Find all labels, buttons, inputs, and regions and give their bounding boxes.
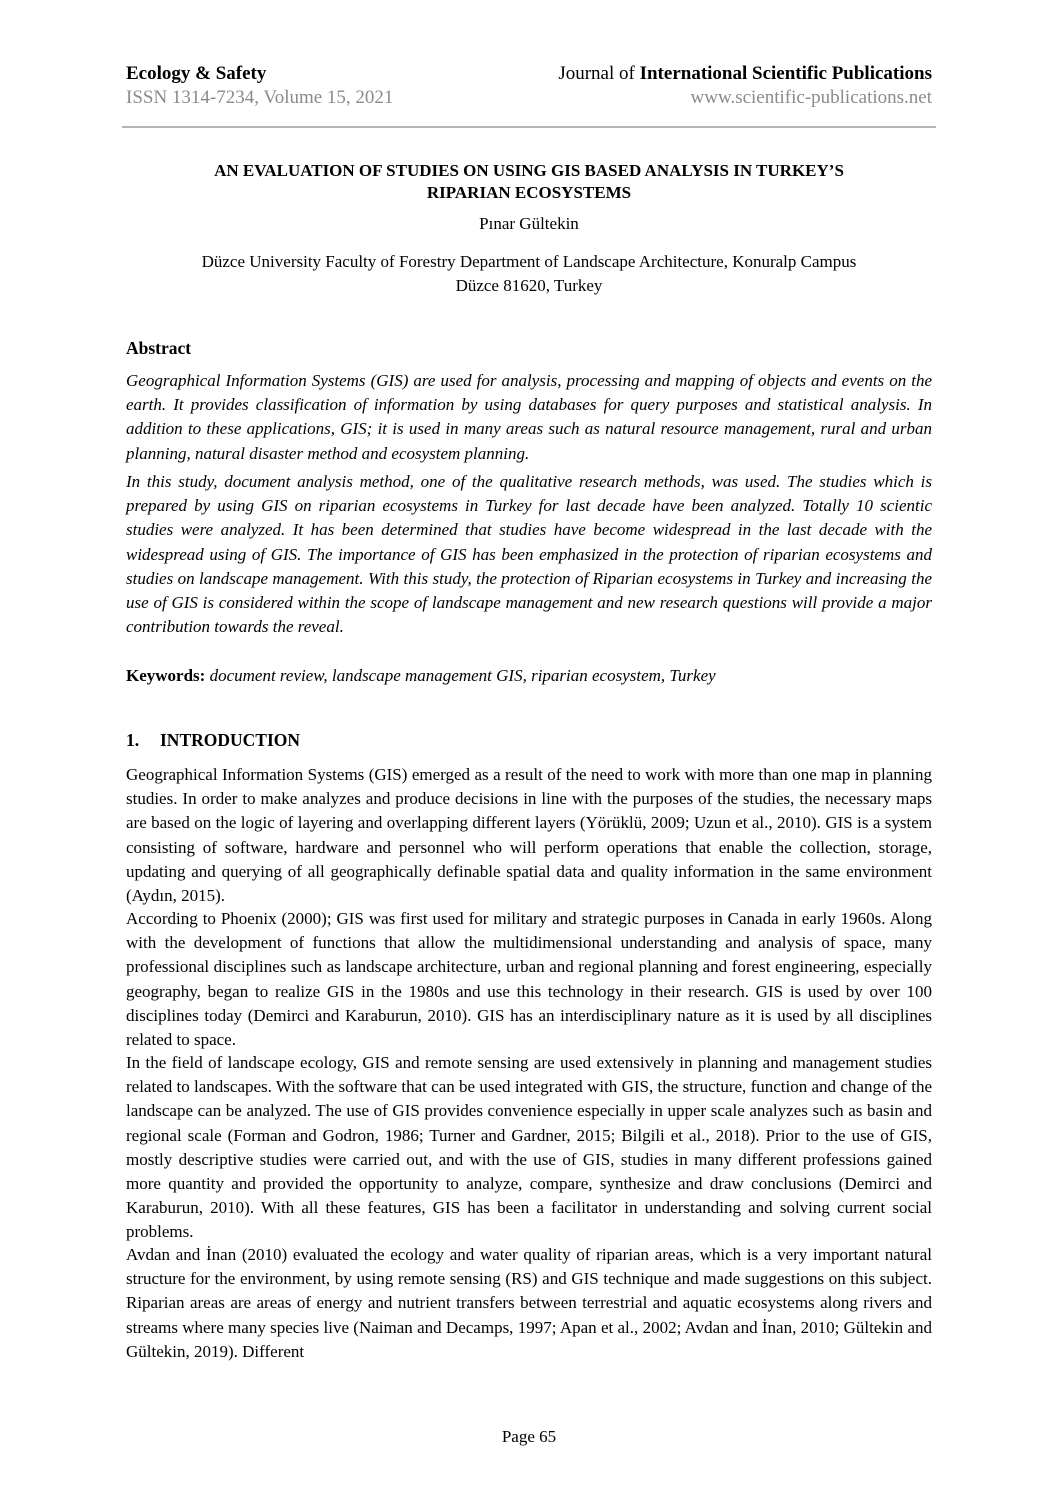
publisher-name — [558, 62, 932, 86]
intro-paragraph-4: Avdan and İnan (2010) evaluated the ecology and water quality of riparian areas, which is a very important natural structure for the environment, by using remote sensing (RS) and GIS technique and made suggestions on this subject. Riparian areas are areas of energy and nutrient transfers between terrestrial and aquatic ecosystems along rivers and streams where many species live (Naiman and Decamps, 1997; Apan et al., 2002; Avdan and İnan, 2010; Gültekin and Gültekin, 2019). Different — [126, 1245, 932, 1361]
intro-paragraph-1: Geographical Information Systems (GIS) emerged as a result of the need to work with more than one map in planning studies. In order to make analyzes and produce decisions in line with the purposes of the studies, the necessary maps are based on the logic of layering and overlapping different layers (Yörüklü, 2009; Uzun et al., 2010). GIS is a system consisting of software, hardware and personnel who will perform operations that enable the collection, storage, updating and querying of all geographically definable spatial data and quality information in the same environment (Aydın, 2015). — [126, 765, 932, 906]
publisher-bold: International Scientific Publications — [639, 63, 932, 84]
affiliation-line-1: Düzce University Faculty of Forestry Department of Landscape Architecture, Konuralp Campus — [201, 252, 857, 271]
title-line-2: RIPARIAN ECOSYSTEMS — [426, 183, 632, 202]
journal-name: Ecology & Safety — [126, 63, 267, 84]
publisher-prefix: Journal of — [558, 63, 640, 84]
header-left — [126, 62, 393, 110]
keywords — [126, 664, 932, 688]
title-line-1: AN EVALUATION OF STUDIES ON USING GIS BASED ANALYSIS IN TURKEY’S — [214, 161, 844, 180]
header-divider — [122, 126, 936, 128]
author-name: Pınar Gültekin — [479, 214, 579, 233]
abstract-paragraph-2: In this study, document analysis method, one of the qualitative research methods, was used. The studies which is prepared by using GIS on riparian ecosystems in Turkey for last decade have been analyzed. Totally 10 scientic studies were analyzed. It has been determined that studies have become widespread in the last decade with the widespread using of GIS. The importance of GIS has been emphasized in the protection of riparian ecosystems and studies on landscape management. With this study, the protection of Riparian ecosystems in Turkey and increasing the use of GIS is considered within the scope of landscape management and new research questions will provide a major contribution towards the reveal. — [126, 472, 932, 637]
abstract-paragraph-1: Geographical Information Systems (GIS) are used for analysis, processing and mapping of objects and events on the earth. It provides classification of information by using databases for query purposes and statistical analysis. In addition to these applications, GIS; it is used in many areas such as natural resource management, rural and urban planning, natural disaster method and ecosystem planning. — [126, 371, 932, 463]
section-title: INTRODUCTION — [160, 730, 301, 750]
section-heading-introduction — [126, 730, 300, 751]
keywords-list: document review, landscape management GIS, riparian ecosystem, Turkey — [205, 666, 716, 685]
running-header — [126, 62, 932, 114]
intro-paragraph-3: In the field of landscape ecology, GIS and remote sensing are used extensively in planning and management studies related to landscapes. With the software that can be used integrated with GIS, the structure, function and change of the landscape can be analyzed. The use of GIS provides convenience especially in upper scale analyzes such as basin and regional scale (Forman and Godron, 1986; Turner and Gardner, 2015; Bilgili et al., 2018). Prior to the use of GIS, mostly descriptive studies were carried out, and with the use of GIS, studies in many different professions gained more quantity and provided the opportunity to analyze, compare, synthesize and draw conclusions (Demirci and Karaburun, 2010). With all these features, GIS has been a facilitator in understanding and solving current social problems. — [126, 1053, 932, 1242]
keywords-label: Keywords: — [126, 666, 206, 685]
affiliation-line-2: Düzce 81620, Turkey — [455, 276, 603, 295]
publisher-url[interactable]: www.scientific-publications.net — [690, 87, 932, 108]
page-number: Page 65 — [501, 1427, 557, 1446]
intro-paragraph-2: According to Phoenix (2000); GIS was first used for military and strategic purposes in Canada in early 1960s. Along with the development of functions that allow the multidimensional understanding and analysis of space, many professional disciplines such as landscape architecture, urban and regional planning and forest engineering, especially geography, began to realize GIS in the 1980s and use this technology in their research. GIS is used by over 100 disciplines today (Demirci and Karaburun, 2010). GIS has an interdisciplinary nature as it is used by all disciplines related to space. — [126, 909, 932, 1050]
header-right — [558, 62, 932, 110]
section-number: 1. — [126, 730, 140, 750]
article-title — [126, 160, 932, 204]
abstract-heading: Abstract — [126, 338, 192, 358]
issn-volume: ISSN 1314-7234, Volume 15, 2021 — [126, 87, 394, 108]
author-affiliation — [126, 250, 932, 298]
